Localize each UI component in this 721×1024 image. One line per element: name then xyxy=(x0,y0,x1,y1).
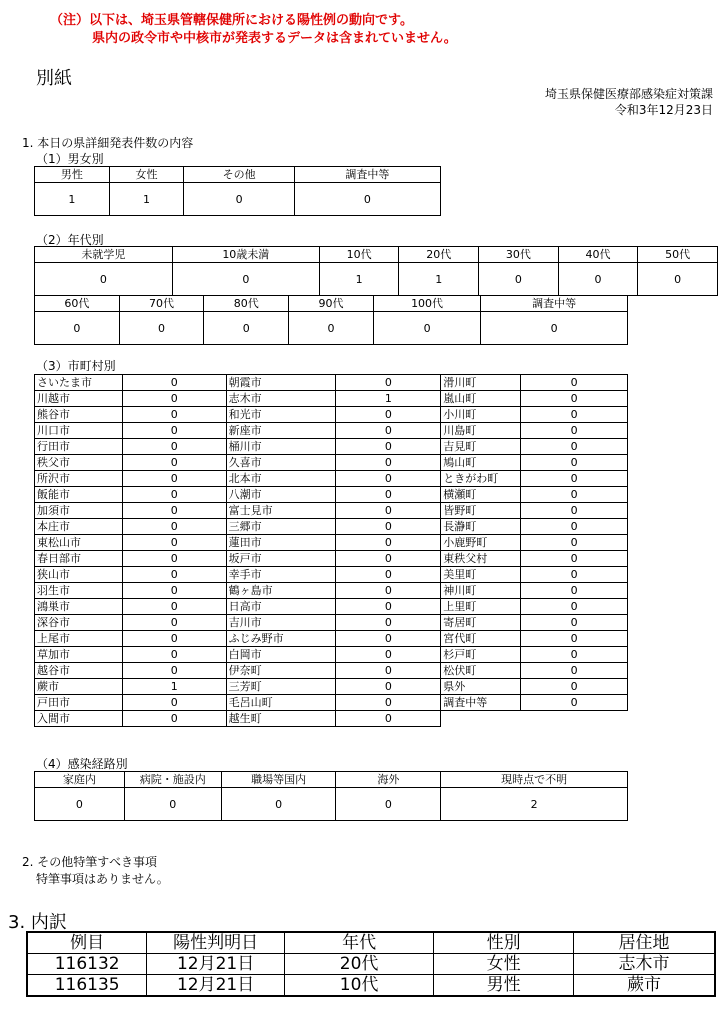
municipality-name: 蕨市 xyxy=(35,679,123,695)
municipality-count: 0 xyxy=(336,647,441,663)
municipality-count: 0 xyxy=(521,423,628,439)
municipality-name: 熊谷市 xyxy=(35,407,123,423)
age-value-cell: 0 xyxy=(204,312,289,345)
breakdown-cell: 蕨市 xyxy=(573,975,715,997)
municipality-count: 0 xyxy=(336,695,441,711)
municipality-name: 羽生市 xyxy=(35,583,123,599)
municipality-title: （3）市町村別 xyxy=(36,359,116,373)
municipality-row xyxy=(35,471,628,487)
route-header-cell: 海外 xyxy=(336,772,441,788)
municipality-name: 朝霞市 xyxy=(226,375,336,391)
municipality-count: 0 xyxy=(336,663,441,679)
notice-line-2: 県内の政令市や中核市が発表するデータは含まれていません。 xyxy=(92,31,457,46)
breakdown-cell: 12月21日 xyxy=(147,954,285,975)
age-value-cell: 0 xyxy=(373,312,481,345)
municipality-count: 0 xyxy=(521,679,628,695)
municipality-count: 0 xyxy=(336,487,441,503)
municipality-name: 桶川市 xyxy=(226,439,336,455)
municipality-name: 志木市 xyxy=(226,391,336,407)
municipality-name: 川越市 xyxy=(35,391,123,407)
age-value-cell: 0 xyxy=(119,312,204,345)
municipality-count: 0 xyxy=(336,535,441,551)
municipality-table xyxy=(34,374,628,727)
municipality-name: 東秩父村 xyxy=(441,551,521,567)
age-value-cell: 0 xyxy=(638,263,718,296)
department-name: 埼玉県保健医療部感染症対策課 xyxy=(544,87,713,101)
municipality-name: 鴻巣市 xyxy=(35,599,123,615)
breakdown-cell: 20代 xyxy=(284,954,434,975)
municipality-row xyxy=(35,631,628,647)
age-header-cell: 90代 xyxy=(289,296,374,312)
municipality-name: 川口市 xyxy=(35,423,123,439)
municipality-count: 0 xyxy=(122,615,226,631)
municipality-count: 0 xyxy=(122,439,226,455)
municipality-name: 所沢市 xyxy=(35,471,123,487)
age-table-1 xyxy=(34,246,718,296)
age-header-cell: 40代 xyxy=(558,247,638,263)
route-header-cell: 職場等国内 xyxy=(221,772,336,788)
municipality-count: 0 xyxy=(122,631,226,647)
municipality-row xyxy=(35,615,628,631)
municipality-count: 0 xyxy=(521,551,628,567)
age-header-cell: 100代 xyxy=(373,296,481,312)
municipality-count: 0 xyxy=(521,583,628,599)
municipality-name: 杉戸町 xyxy=(441,647,521,663)
municipality-count: 0 xyxy=(336,567,441,583)
municipality-name: 行田市 xyxy=(35,439,123,455)
municipality-count: 0 xyxy=(122,647,226,663)
municipality-name: 上尾市 xyxy=(35,631,123,647)
municipality-count: 0 xyxy=(336,583,441,599)
municipality-count: 0 xyxy=(521,455,628,471)
municipality-count: 0 xyxy=(336,455,441,471)
municipality-name: 深谷市 xyxy=(35,615,123,631)
municipality-count: 0 xyxy=(521,487,628,503)
gender-value-cell: 0 xyxy=(294,183,440,216)
breakdown-header-cell: 居住地 xyxy=(573,932,715,954)
municipality-count: 0 xyxy=(122,423,226,439)
municipality-name: 伊奈町 xyxy=(226,663,336,679)
municipality-row xyxy=(35,663,628,679)
gender-value-cell: 1 xyxy=(35,183,110,216)
municipality-name: 戸田市 xyxy=(35,695,123,711)
gender-title: （1）男女別 xyxy=(36,152,104,166)
municipality-name: 加須市 xyxy=(35,503,123,519)
age-header-cell: 未就学児 xyxy=(35,247,173,263)
municipality-count: 0 xyxy=(122,583,226,599)
municipality-row xyxy=(35,439,628,455)
age-title: （2）年代別 xyxy=(36,233,104,247)
municipality-name: 寄居町 xyxy=(441,615,521,631)
breakdown-cell: 女性 xyxy=(434,954,574,975)
municipality-count: 0 xyxy=(122,455,226,471)
age-value-cell: 0 xyxy=(481,312,628,345)
breakdown-row xyxy=(27,975,715,997)
age-header-cell: 80代 xyxy=(204,296,289,312)
gender-table xyxy=(34,166,441,216)
gender-header-cell: 男性 xyxy=(35,167,110,183)
municipality-count: 0 xyxy=(521,615,628,631)
municipality-count: 1 xyxy=(336,391,441,407)
municipality-row xyxy=(35,503,628,519)
section3-title: 3. 内訳 xyxy=(8,912,67,933)
route-header-cell: 家庭内 xyxy=(35,772,125,788)
municipality-count: 0 xyxy=(521,567,628,583)
breakdown-row xyxy=(27,954,715,975)
municipality-row xyxy=(35,535,628,551)
gender-value-cell: 1 xyxy=(109,183,184,216)
municipality-row xyxy=(35,679,628,695)
municipality-name: 吉見町 xyxy=(441,439,521,455)
route-value-cell: 0 xyxy=(336,788,441,821)
municipality-name: さいたま市 xyxy=(35,375,123,391)
route-title: （4）感染経路別 xyxy=(36,757,128,771)
municipality-name: 春日部市 xyxy=(35,551,123,567)
municipality-row xyxy=(35,647,628,663)
issue-date: 令和3年12月23日 xyxy=(614,103,713,117)
route-header-cell: 現時点で不明 xyxy=(441,772,628,788)
municipality-name: 和光市 xyxy=(226,407,336,423)
municipality-name: 調査中等 xyxy=(441,695,521,711)
municipality-name: 入間市 xyxy=(35,711,123,727)
municipality-count: 0 xyxy=(122,471,226,487)
municipality-name: 皆野町 xyxy=(441,503,521,519)
breakdown-header-cell: 陽性判明日 xyxy=(147,932,285,954)
municipality-name: 越生町 xyxy=(226,711,336,727)
age-value-cell: 1 xyxy=(319,263,399,296)
municipality-name: 飯能市 xyxy=(35,487,123,503)
age-value-cell: 0 xyxy=(289,312,374,345)
municipality-row xyxy=(35,583,628,599)
municipality-count: 0 xyxy=(521,391,628,407)
municipality-name: 嵐山町 xyxy=(441,391,521,407)
municipality-count: 0 xyxy=(336,439,441,455)
municipality-count: 0 xyxy=(521,647,628,663)
municipality-count: 0 xyxy=(122,711,226,727)
municipality-name: 幸手市 xyxy=(226,567,336,583)
municipality-count: 0 xyxy=(336,407,441,423)
municipality-name: ふじみ野市 xyxy=(226,631,336,647)
municipality-count: 0 xyxy=(122,535,226,551)
municipality-count: 0 xyxy=(122,487,226,503)
municipality-count: 0 xyxy=(336,471,441,487)
municipality-name: 小川町 xyxy=(441,407,521,423)
breakdown-cell: 116135 xyxy=(27,975,147,997)
route-value-cell: 0 xyxy=(35,788,125,821)
municipality-row xyxy=(35,391,628,407)
municipality-count: 0 xyxy=(521,663,628,679)
municipality-count: 0 xyxy=(122,567,226,583)
route-value-cell: 0 xyxy=(221,788,336,821)
municipality-row xyxy=(35,711,628,727)
gender-header-cell: 女性 xyxy=(109,167,184,183)
municipality-count: 0 xyxy=(521,439,628,455)
age-header-cell: 調査中等 xyxy=(481,296,628,312)
issuer xyxy=(545,86,713,118)
municipality-count: 0 xyxy=(122,599,226,615)
municipality-count: 0 xyxy=(336,679,441,695)
municipality-name: 滑川町 xyxy=(441,375,521,391)
breakdown-table xyxy=(26,931,716,997)
municipality-name: 小鹿野町 xyxy=(441,535,521,551)
age-value-cell: 0 xyxy=(172,263,319,296)
notice xyxy=(50,12,457,48)
municipality-name: 久喜市 xyxy=(226,455,336,471)
age-value-cell: 0 xyxy=(479,263,559,296)
gender-value-cell: 0 xyxy=(184,183,294,216)
municipality-name: 越谷市 xyxy=(35,663,123,679)
municipality-count: 0 xyxy=(336,519,441,535)
municipality-name: 美里町 xyxy=(441,567,521,583)
municipality-count: 0 xyxy=(521,631,628,647)
municipality-count: 0 xyxy=(521,471,628,487)
municipality-name: 新座市 xyxy=(226,423,336,439)
municipality-count: 0 xyxy=(336,503,441,519)
municipality-count: 0 xyxy=(521,695,628,711)
municipality-name: 蓮田市 xyxy=(226,535,336,551)
age-table-2 xyxy=(34,295,628,345)
municipality-count: 0 xyxy=(122,407,226,423)
gender-header-cell: その他 xyxy=(184,167,294,183)
municipality-name: 三芳町 xyxy=(226,679,336,695)
municipality-count: 0 xyxy=(521,503,628,519)
route-table xyxy=(34,771,628,821)
municipality-name: 東松山市 xyxy=(35,535,123,551)
attachment-label: 別紙 xyxy=(36,68,72,89)
municipality-name: 八潮市 xyxy=(226,487,336,503)
municipality-row xyxy=(35,695,628,711)
gender-header-cell: 調査中等 xyxy=(294,167,440,183)
municipality-row xyxy=(35,423,628,439)
municipality-name: 吉川市 xyxy=(226,615,336,631)
municipality-name: 上里町 xyxy=(441,599,521,615)
municipality-name: 富士見市 xyxy=(226,503,336,519)
age-header-cell: 10歳未満 xyxy=(172,247,319,263)
age-value-cell: 0 xyxy=(558,263,638,296)
breakdown-cell: 志木市 xyxy=(573,954,715,975)
municipality-name: 秩父市 xyxy=(35,455,123,471)
municipality-name: 松伏町 xyxy=(441,663,521,679)
age-value-cell: 1 xyxy=(399,263,479,296)
municipality-count: 0 xyxy=(336,631,441,647)
age-header-cell: 50代 xyxy=(638,247,718,263)
municipality-count: 0 xyxy=(122,695,226,711)
municipality-name: 日高市 xyxy=(226,599,336,615)
municipality-count: 0 xyxy=(336,551,441,567)
route-header-cell: 病院・施設内 xyxy=(124,772,221,788)
age-header-cell: 60代 xyxy=(35,296,120,312)
breakdown-cell: 男性 xyxy=(434,975,574,997)
breakdown-header-cell: 例目 xyxy=(27,932,147,954)
section2-body: 特筆事項はありません。 xyxy=(36,872,169,886)
municipality-row xyxy=(35,519,628,535)
municipality-count: 0 xyxy=(122,551,226,567)
municipality-count: 0 xyxy=(122,663,226,679)
municipality-count: 0 xyxy=(336,375,441,391)
municipality-count: 0 xyxy=(336,615,441,631)
municipality-count: 0 xyxy=(521,535,628,551)
breakdown-cell: 10代 xyxy=(284,975,434,997)
municipality-name: 鳩山町 xyxy=(441,455,521,471)
age-header-cell: 30代 xyxy=(479,247,559,263)
route-value-cell: 0 xyxy=(124,788,221,821)
municipality-row xyxy=(35,551,628,567)
municipality-row xyxy=(35,375,628,391)
municipality-name: 長瀞町 xyxy=(441,519,521,535)
municipality-row xyxy=(35,567,628,583)
age-header-cell: 10代 xyxy=(319,247,399,263)
municipality-name: 狭山市 xyxy=(35,567,123,583)
municipality-name: 白岡市 xyxy=(226,647,336,663)
age-header-cell: 70代 xyxy=(119,296,204,312)
section1-title: 1. 本日の県詳細発表件数の内容 xyxy=(22,136,194,150)
municipality-name: 川島町 xyxy=(441,423,521,439)
municipality-name: 坂戸市 xyxy=(226,551,336,567)
municipality-row xyxy=(35,599,628,615)
age-header-cell: 20代 xyxy=(399,247,479,263)
breakdown-header-cell: 性別 xyxy=(434,932,574,954)
municipality-count: 0 xyxy=(336,423,441,439)
municipality-name: 鶴ヶ島市 xyxy=(226,583,336,599)
municipality-count: 0 xyxy=(336,599,441,615)
municipality-name: 宮代町 xyxy=(441,631,521,647)
municipality-row xyxy=(35,407,628,423)
route-value-cell: 2 xyxy=(441,788,628,821)
municipality-count: 1 xyxy=(122,679,226,695)
municipality-count: 0 xyxy=(521,375,628,391)
breakdown-cell: 116132 xyxy=(27,954,147,975)
municipality-count: 0 xyxy=(336,711,441,727)
age-value-cell: 0 xyxy=(35,312,120,345)
municipality-name: 三郷市 xyxy=(226,519,336,535)
municipality-name: 北本市 xyxy=(226,471,336,487)
breakdown-header-cell: 年代 xyxy=(284,932,434,954)
municipality-name: 本庄市 xyxy=(35,519,123,535)
municipality-name: 横瀬町 xyxy=(441,487,521,503)
municipality-count: 0 xyxy=(521,407,628,423)
municipality-name: 県外 xyxy=(441,679,521,695)
notice-line-1: （注）以下は、埼玉県管轄保健所における陽性例の動向です。 xyxy=(50,13,413,28)
municipality-count: 0 xyxy=(122,375,226,391)
municipality-name: ときがわ町 xyxy=(441,471,521,487)
age-value-cell: 0 xyxy=(35,263,173,296)
section2-title: 2. その他特筆すべき事項 xyxy=(22,855,158,869)
municipality-row xyxy=(35,487,628,503)
municipality-count: 0 xyxy=(122,519,226,535)
municipality-count: 0 xyxy=(122,503,226,519)
municipality-count: 0 xyxy=(521,519,628,535)
municipality-row xyxy=(35,455,628,471)
municipality-name: 神川町 xyxy=(441,583,521,599)
municipality-name: 毛呂山町 xyxy=(226,695,336,711)
municipality-name: 草加市 xyxy=(35,647,123,663)
breakdown-cell: 12月21日 xyxy=(147,975,285,997)
municipality-count: 0 xyxy=(521,599,628,615)
municipality-count: 0 xyxy=(122,391,226,407)
